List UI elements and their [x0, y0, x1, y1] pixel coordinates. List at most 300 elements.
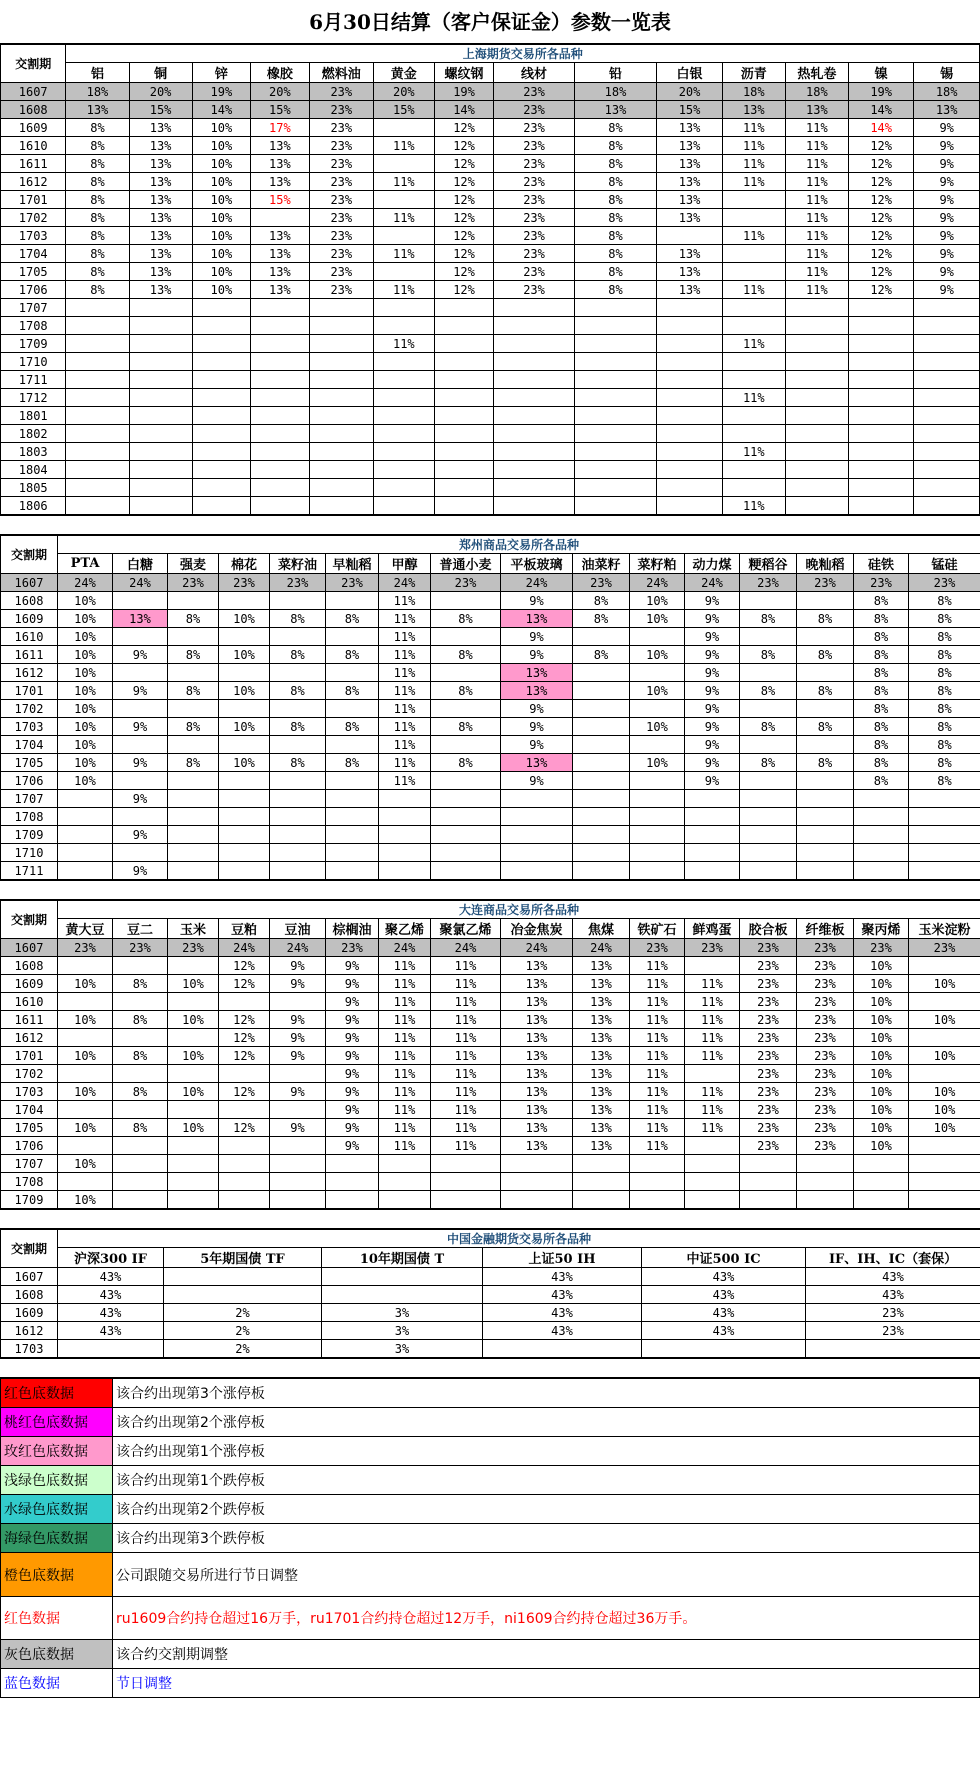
- margin-cell: 12%: [848, 245, 913, 263]
- product-header: 黄大豆: [58, 919, 113, 939]
- margin-cell: [113, 664, 168, 682]
- margin-cell: 13%: [501, 1137, 573, 1155]
- margin-cell: [657, 389, 722, 407]
- legend-swatch: 桃红色底数据: [1, 1408, 113, 1437]
- margin-cell: [854, 808, 909, 826]
- margin-cell: [740, 790, 797, 808]
- margin-cell: [797, 1173, 854, 1191]
- margin-cell: [431, 826, 501, 844]
- margin-cell: 8%: [574, 191, 657, 209]
- margin-cell: 11%: [379, 1047, 431, 1065]
- margin-cell: [574, 389, 657, 407]
- margin-cell: [192, 299, 251, 317]
- margin-cell: 9%: [326, 1011, 379, 1029]
- margin-cell: [219, 1065, 270, 1083]
- margin-cell: 23%: [740, 975, 797, 993]
- margin-cell: [494, 425, 574, 443]
- margin-cell: 8%: [270, 646, 326, 664]
- margin-cell: [270, 736, 326, 754]
- margin-cell: [494, 371, 574, 389]
- margin-cell: 15%: [129, 101, 192, 119]
- margin-cell: 23%: [326, 574, 379, 592]
- table-row: [1, 826, 980, 844]
- margin-cell: [494, 497, 574, 515]
- margin-cell: [326, 1173, 379, 1191]
- margin-cell: 9%: [270, 975, 326, 993]
- margin-cell: [326, 736, 379, 754]
- margin-cell: 10%: [58, 975, 113, 993]
- margin-cell: 11%: [685, 975, 740, 993]
- margin-cell: 11%: [785, 119, 848, 137]
- margin-cell: [270, 592, 326, 610]
- product-header: 铝: [66, 63, 129, 83]
- margin-cell: [740, 862, 797, 880]
- margin-cell: 43%: [483, 1304, 642, 1322]
- margin-cell: [322, 1286, 483, 1304]
- margin-cell: 8%: [854, 718, 909, 736]
- table-row: [1, 700, 980, 718]
- margin-cell: 13%: [129, 173, 192, 191]
- margin-cell: 10%: [854, 1065, 909, 1083]
- margin-cell: [113, 1065, 168, 1083]
- margin-cell: [66, 461, 129, 479]
- margin-cell: 17%: [251, 119, 310, 137]
- margin-cell: 24%: [685, 574, 740, 592]
- margin-cell: 10%: [909, 1011, 980, 1029]
- margin-cell: 9%: [685, 592, 740, 610]
- margin-cell: 11%: [785, 245, 848, 263]
- margin-cell: 8%: [66, 191, 129, 209]
- margin-cell: [501, 862, 573, 880]
- margin-cell: 11%: [379, 975, 431, 993]
- margin-cell: 11%: [685, 1119, 740, 1137]
- margin-cell: 8%: [66, 263, 129, 281]
- margin-cell: [251, 389, 310, 407]
- margin-cell: 11%: [630, 1029, 685, 1047]
- margin-cell: [431, 628, 501, 646]
- margin-cell: 9%: [326, 1119, 379, 1137]
- margin-cell: [326, 844, 379, 862]
- margin-cell: [129, 317, 192, 335]
- margin-cell: 10%: [630, 646, 685, 664]
- exchange-table: [0, 1229, 980, 1358]
- margin-cell: 19%: [848, 83, 913, 101]
- margin-cell: [914, 335, 980, 353]
- margin-cell: [797, 592, 854, 610]
- margin-cell: [854, 844, 909, 862]
- contract-month: 1702: [1, 700, 58, 718]
- margin-cell: [309, 425, 373, 443]
- margin-cell: 10%: [192, 227, 251, 245]
- margin-cell: 13%: [501, 993, 573, 1011]
- product-header: 晚籼稻: [797, 554, 854, 574]
- margin-cell: 23%: [797, 1029, 854, 1047]
- margin-cell: [740, 826, 797, 844]
- margin-cell: [494, 299, 574, 317]
- margin-cell: [909, 808, 980, 826]
- margin-cell: 23%: [168, 574, 219, 592]
- margin-cell: [914, 371, 980, 389]
- margin-cell: 9%: [270, 1029, 326, 1047]
- margin-cell: 18%: [785, 83, 848, 101]
- margin-cell: [326, 700, 379, 718]
- margin-cell: 10%: [168, 1047, 219, 1065]
- margin-cell: 11%: [785, 209, 848, 227]
- margin-cell: 13%: [129, 209, 192, 227]
- margin-cell: [431, 1173, 501, 1191]
- margin-cell: [219, 993, 270, 1011]
- margin-cell: 10%: [58, 1083, 113, 1101]
- margin-cell: 23%: [806, 1322, 980, 1340]
- margin-cell: [129, 479, 192, 497]
- margin-cell: [168, 993, 219, 1011]
- margin-cell: 23%: [740, 1119, 797, 1137]
- margin-cell: 23%: [797, 975, 854, 993]
- margin-cell: 10%: [58, 736, 113, 754]
- margin-cell: 8%: [431, 610, 501, 628]
- contract-month: 1607: [1, 574, 58, 592]
- margin-cell: [573, 790, 630, 808]
- margin-cell: [309, 461, 373, 479]
- margin-cell: 10%: [219, 646, 270, 664]
- margin-cell: [434, 389, 494, 407]
- margin-cell: 10%: [192, 137, 251, 155]
- margin-cell: 23%: [309, 191, 373, 209]
- margin-cell: 8%: [326, 610, 379, 628]
- margin-cell: 10%: [58, 1155, 113, 1173]
- contract-month: 1704: [1, 1101, 58, 1119]
- product-header: 燃料油: [309, 63, 373, 83]
- margin-cell: [219, 664, 270, 682]
- margin-cell: 9%: [113, 862, 168, 880]
- margin-cell: 23%: [685, 939, 740, 957]
- margin-cell: [848, 371, 913, 389]
- table-row: [1, 317, 980, 335]
- table-row: [1, 299, 980, 317]
- margin-cell: 43%: [642, 1304, 806, 1322]
- table-row: [1, 245, 980, 263]
- margin-cell: 13%: [501, 1119, 573, 1137]
- margin-cell: 10%: [909, 1119, 980, 1137]
- margin-cell: 8%: [573, 646, 630, 664]
- product-header: 白银: [657, 63, 722, 83]
- margin-cell: 11%: [785, 173, 848, 191]
- margin-cell: [685, 1173, 740, 1191]
- margin-cell: 11%: [379, 610, 431, 628]
- product-header: 螺纹钢: [434, 63, 494, 83]
- contract-month: 1708: [1, 317, 66, 335]
- margin-cell: 11%: [685, 993, 740, 1011]
- legend-swatch: 灰色底数据: [1, 1640, 113, 1669]
- margin-cell: [373, 191, 434, 209]
- margin-cell: 43%: [483, 1286, 642, 1304]
- product-header: 豆二: [113, 919, 168, 939]
- margin-cell: [630, 664, 685, 682]
- margin-cell: [573, 1191, 630, 1209]
- margin-cell: 8%: [909, 646, 980, 664]
- margin-cell: [326, 592, 379, 610]
- product-header: IF、IH、IC（套保）: [806, 1248, 980, 1268]
- margin-cell: 24%: [431, 939, 501, 957]
- margin-cell: 23%: [797, 1083, 854, 1101]
- margin-cell: [66, 353, 129, 371]
- margin-cell: 23%: [797, 939, 854, 957]
- margin-cell: [66, 389, 129, 407]
- table-row: [1, 808, 980, 826]
- legend-row: [1, 1669, 980, 1698]
- margin-cell: [722, 263, 785, 281]
- margin-cell: 10%: [909, 1047, 980, 1065]
- section-spacer: [0, 880, 980, 900]
- legend-swatch: 红色数据: [1, 1597, 113, 1640]
- legend-row: [1, 1408, 980, 1437]
- section-spacer: [0, 1358, 980, 1378]
- margin-cell: 23%: [309, 209, 373, 227]
- margin-cell: [431, 790, 501, 808]
- margin-cell: 9%: [326, 993, 379, 1011]
- table-row: [1, 497, 980, 515]
- margin-cell: [630, 1191, 685, 1209]
- margin-cell: 10%: [854, 1047, 909, 1065]
- product-header: 粳稻谷: [740, 554, 797, 574]
- contract-month: 1703: [1, 1083, 58, 1101]
- margin-cell: [722, 479, 785, 497]
- margin-cell: 9%: [685, 718, 740, 736]
- margin-cell: 23%: [309, 281, 373, 299]
- margin-cell: [309, 407, 373, 425]
- margin-cell: 11%: [785, 191, 848, 209]
- margin-cell: 9%: [326, 1083, 379, 1101]
- margin-cell: [574, 335, 657, 353]
- margin-cell: 13%: [573, 1083, 630, 1101]
- margin-cell: 24%: [270, 939, 326, 957]
- margin-cell: [630, 772, 685, 790]
- margin-cell: 15%: [373, 101, 434, 119]
- margin-cell: 9%: [501, 718, 573, 736]
- margin-cell: [434, 299, 494, 317]
- margin-cell: [192, 425, 251, 443]
- margin-cell: 8%: [574, 173, 657, 191]
- margin-cell: 8%: [168, 718, 219, 736]
- margin-cell: 23%: [309, 137, 373, 155]
- margin-cell: [270, 1065, 326, 1083]
- margin-cell: [434, 443, 494, 461]
- margin-cell: [129, 335, 192, 353]
- margin-cell: [58, 1137, 113, 1155]
- margin-cell: [270, 1137, 326, 1155]
- legend-description: ru1609合约持仓超过16万手，ru1701合约持仓超过12万手，ni1609合约持仓超过36万手。: [113, 1597, 980, 1640]
- margin-cell: 11%: [685, 1047, 740, 1065]
- margin-cell: 8%: [574, 155, 657, 173]
- margin-cell: 9%: [270, 1011, 326, 1029]
- table-row: [1, 443, 980, 461]
- margin-cell: 13%: [657, 209, 722, 227]
- margin-cell: 13%: [251, 227, 310, 245]
- margin-cell: 23%: [797, 1011, 854, 1029]
- margin-cell: [434, 479, 494, 497]
- product-header: 动力煤: [685, 554, 740, 574]
- margin-cell: 10%: [854, 1119, 909, 1137]
- margin-cell: [66, 407, 129, 425]
- exchange-title: 上海期货交易所各品种: [66, 45, 980, 63]
- margin-cell: 43%: [642, 1268, 806, 1286]
- margin-cell: [309, 443, 373, 461]
- margin-cell: 10%: [192, 191, 251, 209]
- margin-cell: 12%: [848, 155, 913, 173]
- margin-cell: 14%: [192, 101, 251, 119]
- margin-cell: [494, 479, 574, 497]
- margin-cell: [909, 826, 980, 844]
- margin-cell: 10%: [58, 754, 113, 772]
- table-row: [1, 263, 980, 281]
- margin-cell: 10%: [192, 209, 251, 227]
- margin-cell: 11%: [379, 754, 431, 772]
- margin-cell: 8%: [854, 736, 909, 754]
- margin-cell: [501, 808, 573, 826]
- margin-cell: 11%: [785, 227, 848, 245]
- margin-cell: [722, 407, 785, 425]
- legend-description: 公司跟随交易所进行节日调整: [113, 1553, 980, 1597]
- margin-cell: [854, 1173, 909, 1191]
- product-header: 铁矿石: [630, 919, 685, 939]
- margin-cell: 13%: [129, 155, 192, 173]
- margin-cell: 9%: [270, 1047, 326, 1065]
- margin-cell: 9%: [270, 957, 326, 975]
- table-title-row: [1, 1230, 980, 1248]
- margin-cell: 12%: [434, 137, 494, 155]
- margin-cell: [164, 1286, 322, 1304]
- margin-cell: [270, 1173, 326, 1191]
- margin-cell: [168, 790, 219, 808]
- margin-cell: [309, 317, 373, 335]
- margin-cell: 23%: [113, 939, 168, 957]
- margin-cell: [797, 862, 854, 880]
- margin-cell: [909, 1137, 980, 1155]
- contract-month: 1609: [1, 610, 58, 628]
- margin-cell: [848, 461, 913, 479]
- table-row: [1, 155, 980, 173]
- margin-cell: 20%: [129, 83, 192, 101]
- contract-month: 1610: [1, 993, 58, 1011]
- margin-cell: [113, 592, 168, 610]
- margin-cell: [326, 862, 379, 880]
- product-header-row: [1, 919, 980, 939]
- margin-cell: [192, 335, 251, 353]
- contract-month: 1705: [1, 1119, 58, 1137]
- margin-cell: [573, 772, 630, 790]
- margin-cell: 9%: [914, 245, 980, 263]
- margin-cell: [657, 425, 722, 443]
- contract-month: 1701: [1, 191, 66, 209]
- margin-cell: 9%: [113, 718, 168, 736]
- contract-month: 1706: [1, 1137, 58, 1155]
- table-row: [1, 1286, 980, 1304]
- exchange-title: 中国金融期货交易所各品种: [58, 1230, 980, 1248]
- table-row: [1, 592, 980, 610]
- margin-cell: [168, 808, 219, 826]
- contract-month: 1705: [1, 263, 66, 281]
- margin-cell: [914, 461, 980, 479]
- margin-cell: 9%: [914, 281, 980, 299]
- margin-cell: [431, 592, 501, 610]
- margin-cell: [630, 826, 685, 844]
- margin-cell: 23%: [494, 227, 574, 245]
- margin-cell: 11%: [379, 1029, 431, 1047]
- margin-cell: 9%: [270, 1119, 326, 1137]
- margin-cell: [685, 808, 740, 826]
- margin-cell: 11%: [785, 263, 848, 281]
- product-header: 锰硅: [909, 554, 980, 574]
- legend-swatch: 浅绿色底数据: [1, 1466, 113, 1495]
- margin-cell: 13%: [573, 1101, 630, 1119]
- margin-cell: 10%: [854, 1101, 909, 1119]
- margin-cell: [373, 371, 434, 389]
- margin-cell: 23%: [797, 1065, 854, 1083]
- contract-month: 1612: [1, 1029, 58, 1047]
- margin-cell: [848, 317, 913, 335]
- contract-month: 1611: [1, 1011, 58, 1029]
- margin-cell: [192, 371, 251, 389]
- margin-cell: 11%: [630, 957, 685, 975]
- table-row: [1, 209, 980, 227]
- margin-cell: [270, 772, 326, 790]
- margin-cell: [219, 1155, 270, 1173]
- margin-cell: [722, 353, 785, 371]
- margin-cell: 3%: [322, 1340, 483, 1358]
- margin-cell: [797, 664, 854, 682]
- margin-cell: 13%: [501, 975, 573, 993]
- margin-cell: 13%: [501, 1065, 573, 1083]
- margin-cell: [379, 808, 431, 826]
- table-row: [1, 425, 980, 443]
- margin-cell: 13%: [251, 281, 310, 299]
- legend-description: 该合约交割期调整: [113, 1640, 980, 1669]
- margin-cell: 8%: [113, 1083, 168, 1101]
- table-row: [1, 1322, 980, 1340]
- margin-cell: 8%: [797, 682, 854, 700]
- margin-cell: [58, 826, 113, 844]
- margin-cell: [494, 443, 574, 461]
- legend-description: 该合约出现第3个跌停板: [113, 1524, 980, 1553]
- margin-cell: 8%: [854, 628, 909, 646]
- exchange-title: 郑州商品交易所各品种: [58, 536, 980, 554]
- margin-cell: [909, 1173, 980, 1191]
- margin-cell: [573, 862, 630, 880]
- margin-cell: 15%: [251, 101, 310, 119]
- contract-month: 1709: [1, 335, 66, 353]
- legend-row: [1, 1524, 980, 1553]
- product-header: 中证500 IC: [642, 1248, 806, 1268]
- margin-cell: 11%: [630, 1137, 685, 1155]
- margin-cell: 9%: [113, 826, 168, 844]
- margin-cell: [685, 1065, 740, 1083]
- product-header: 聚丙烯: [854, 919, 909, 939]
- margin-cell: 8%: [574, 281, 657, 299]
- margin-cell: [848, 497, 913, 515]
- margin-cell: [573, 700, 630, 718]
- margin-cell: [270, 1191, 326, 1209]
- legend-swatch: 玫红色底数据: [1, 1437, 113, 1466]
- margin-cell: [219, 1173, 270, 1191]
- margin-cell: 10%: [909, 975, 980, 993]
- margin-cell: 8%: [270, 718, 326, 736]
- margin-cell: [797, 700, 854, 718]
- margin-cell: [909, 844, 980, 862]
- table-row: [1, 610, 980, 628]
- margin-cell: [113, 628, 168, 646]
- margin-cell: 12%: [219, 1119, 270, 1137]
- margin-cell: 9%: [113, 646, 168, 664]
